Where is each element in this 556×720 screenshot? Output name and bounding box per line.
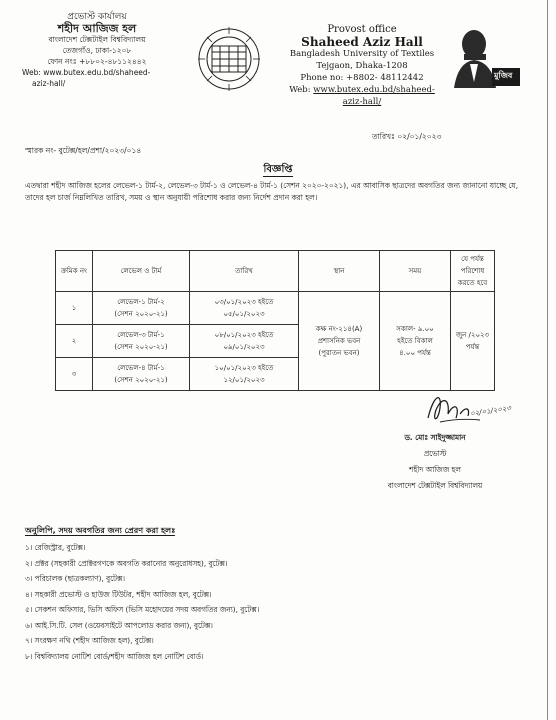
cell-deadline: জুন /২০২৩ পর্যন্ত	[451, 292, 495, 391]
date-from: ০৩/০১/২০২৩ হইতে	[214, 298, 274, 306]
list-item: ৪। সহকারী প্রভোস্ট ও হাউজ টিউটর, শহীদ আজিজ হল, বুটেক্স।	[25, 589, 212, 599]
signatory-name: ড. মোঃ সাইদুজ্জামান	[404, 433, 466, 442]
cell-level	[93, 292, 190, 325]
cell-date	[190, 358, 299, 391]
cell-date	[190, 325, 299, 358]
list-item: ৫। সেকশন অফিসার, ভিসি অফিস (ভিসি মহোদয়ের সদয় অবগতির জন্য), বুটেক্স।	[25, 605, 260, 614]
signature-handwritten-date: ০২/০১/২০২৩	[469, 404, 512, 418]
col-header-serial: ক্রমিক নং	[56, 251, 93, 292]
col-header-date: তারিখ	[190, 251, 299, 292]
session-text: (সেশন ২০২০-২১)	[114, 376, 168, 384]
web-en	[282, 84, 442, 96]
notice-title	[0, 162, 556, 179]
table-header-row	[56, 251, 495, 292]
schedule-table	[55, 250, 495, 391]
list-item: ৭। সংরক্ষণ নথি (শহীদ আজিজ হল), বুটেক্স।	[25, 636, 154, 645]
cell-level	[93, 325, 190, 358]
header-english	[282, 24, 442, 108]
col-header-place: স্থান	[299, 251, 380, 292]
hall-en: Shaheed Aziz Hall	[301, 35, 423, 49]
web-en-link-line1[interactable]: www.butex.edu.bd/shaheed-	[313, 85, 435, 95]
portrait-caption: মুজিব	[494, 71, 513, 80]
list-item: ২। প্রক্টর (সহকারী প্রোক্টরগণকে অবগতি করানোর অনুরোধসহ), বুটেক্স।	[25, 558, 228, 568]
session-text: (সেশন ২০২০-২১)	[114, 310, 168, 318]
session-text: (সেশন ২০২০-২১)	[114, 343, 168, 351]
address-bn: তেজগাঁও, ঢাকা-১২০৮	[62, 46, 132, 55]
level-text: লেভেল-১ টার্ম-২	[117, 298, 165, 306]
col-header-deadline: যে পর্যন্ত পরিশোধ করতে হবে	[451, 251, 495, 292]
university-en: Bangladesh University of Textiles	[289, 49, 435, 59]
list-item: ৮। বিশ্ববিদ্যালয় নোটিশ বোর্ড/শহীদ আজিজ হল নোটিশ বোর্ড।	[25, 651, 204, 661]
place-line1: কক্ষ নং-২১৪(A)	[315, 325, 363, 333]
hall-bn: শহীদ আজিজ হল	[57, 22, 137, 35]
date-to: ০৯/০১/২০২৩	[223, 343, 265, 351]
address-en: Tejgaon, Dhaka-1208	[316, 61, 408, 71]
level-text: লেভেল-৪ টার্ম-১	[117, 364, 165, 372]
list-item: ৬। আই.সি.টি. সেল (ওয়েবসাইটে আপলোড করার জন্য), বুটেক্স।	[25, 620, 213, 630]
time-line1: সকাল- ৯.০০	[396, 325, 434, 333]
copies-heading-text: অনুলিপি, সদয় অবগতির জন্য প্রেরণ করা হলঃ	[25, 526, 176, 535]
time-line2: হইতে বিকাল	[397, 337, 433, 345]
date-to: ০৫/০১/২০২৩	[223, 310, 265, 318]
date-from: ১০/০১/২০২৩ হইতে	[214, 364, 274, 372]
web-bn-line1[interactable]: Web: www.butex.edu.bd/shaheed-	[22, 68, 151, 77]
place-line3: (পুরাতন ভবন)	[318, 349, 360, 357]
header-bengali	[22, 12, 172, 89]
notice-date: তারিখঃ ০২/০১/২০২৩	[372, 132, 442, 141]
university-bn: বাংলাদেশ টেক্সটাইল বিশ্ববিদ্যালয়	[48, 35, 146, 44]
phone-en: Phone no: +8802- 48112442	[300, 73, 424, 83]
cell-place	[299, 292, 380, 391]
page-edge	[547, 0, 548, 720]
signatory-designation: প্রভোস্ট	[423, 449, 447, 458]
place-line2: প্রশাসনিক ভবন	[317, 337, 361, 345]
signatory-hall: শহীদ আজিজ হল	[409, 465, 461, 474]
cell-serial: ৩	[56, 358, 93, 391]
list-item: ১। রেজিস্ট্রার, বুটেক্স।	[25, 543, 86, 552]
level-text: লেভেল-৩ টার্ম-১	[117, 331, 165, 339]
university-logo-icon	[190, 24, 268, 94]
copies-list	[25, 540, 259, 664]
date-to: ১২/০১/২০২৩	[223, 376, 265, 384]
cell-date	[190, 292, 299, 325]
web-en-link-line2[interactable]: aziz-hall/	[342, 97, 382, 107]
date-from: ০৮/০১/২০২৩ হইতে	[214, 331, 274, 339]
cell-serial: ২	[56, 325, 93, 358]
list-item: ৩। পরিচালক (ছাত্রকল্যাণ), বুটেক্স।	[25, 574, 126, 583]
signatory-university: বাংলাদেশ টেক্সটাইল বিশ্ববিদ্যালয়	[387, 481, 483, 490]
office-bn: প্রভোস্ট কার্যালয়	[67, 12, 127, 22]
col-header-time: সময়	[380, 251, 451, 292]
cell-time	[380, 292, 451, 391]
table-row	[56, 292, 495, 325]
web-en-label: Web:	[289, 85, 314, 95]
cell-serial: ১	[56, 292, 93, 325]
office-en: Provost office	[327, 24, 397, 35]
time-line3: ৪.০০ পর্যন্ত	[399, 349, 431, 357]
copies-heading	[25, 525, 175, 538]
phone-bn: ফোন নংঃ +৮৮০২-৪৮১১২৪৪২	[47, 57, 147, 66]
web-bn-line2[interactable]: aziz-hall/	[32, 79, 66, 88]
col-header-level: লেভেল ও টার্ম	[93, 251, 190, 292]
notice-body: এতদ্বারা শহীদ আজিজ হলের লেভেল-১ টার্ম-২, লেভেল-৩ টার্ম-১ ও লেভেল-৪ টার্ম-১ (সেশন ২০২০-২০২১), এর আবাসিক ছাত্রদের অবগতির জন্য জানানো যাচ্ছে যে, তাদের হল চার্জ নিম্নলিখিত তারিখ, সময় ও স্থান অনুযায়ী পরিশোধ করার জন্য নির্দেশ প্রদান করা হল।	[25, 181, 519, 202]
signature-block	[350, 430, 520, 494]
memo-number: স্মারক নং- বুটেক্স/হল/প্রশা/২০২৩/০১৪	[25, 146, 142, 155]
portrait-image	[448, 22, 520, 88]
cell-level	[93, 358, 190, 391]
notice-title-text: বিজ্ঞপ্তি	[263, 164, 293, 175]
